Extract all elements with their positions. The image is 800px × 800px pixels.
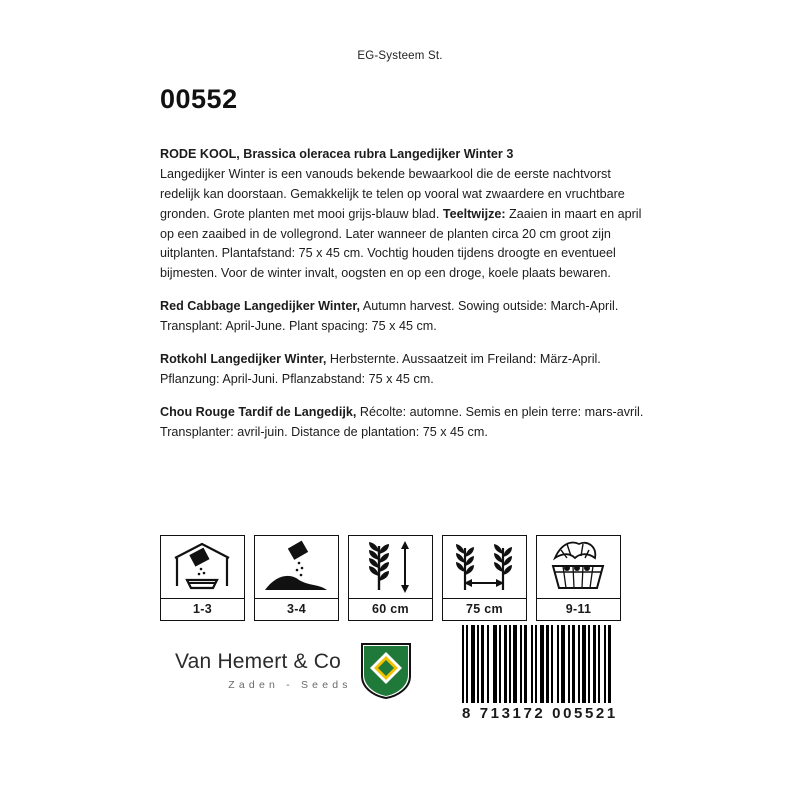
icon-cell-plant-height bbox=[348, 535, 433, 621]
product-code: 00552 bbox=[160, 84, 238, 114]
body-nl-bold: Teeltwijze: bbox=[442, 206, 506, 221]
description-block-nl bbox=[160, 145, 650, 284]
description-block-fr bbox=[160, 403, 650, 443]
title-nl-rest: Brassica oleracea rubra Langedijker Winter 3 bbox=[239, 147, 514, 161]
brand-tagline: Zaden - Seeds bbox=[228, 679, 352, 691]
title-nl: RODE KOOL, bbox=[160, 147, 240, 161]
plant-height-icon bbox=[349, 536, 432, 598]
company-logo-icon bbox=[360, 642, 412, 705]
body-nl-post: Zaaien in maart en april op een zaaibed in de vollegrond. Later wanneer de planten circa 20 cm groot zijn uitplanten. Plantafstand: 75 x 45 cm. Vochtig houden tijdens droogte en eventueel bijmesten. Voor de winter invalt, oogsten en op een droge, koele plaats bewaren. bbox=[160, 206, 642, 281]
description-block-de bbox=[160, 350, 650, 390]
body-fr: Récolte: automne. Semis en plein terre: mars-avril. Transplanter: avril-juin. Distance de plantation: 75 x 45 cm. bbox=[160, 404, 644, 439]
body-nl-pre: Langedijker Winter is een vanouds bekende bewaarkool die de eerste nachtvorst redelijk kan doorstaan. Gemakkelijk te telen op vooral wat zwaardere en vruchtbare gronden. Grote planten met mooi grijs-blauw blad. bbox=[160, 166, 625, 221]
icon-cell-harvest bbox=[536, 535, 621, 621]
icon-cell-sow-indoors bbox=[160, 535, 245, 621]
body-de: Herbsternte. Aussaatzeit im Freiland: März-April. Pflanzung: April-Juni. Pflanzabstand: 75 x 45 cm. bbox=[160, 352, 601, 386]
barcode-number: 8 713172 005521 bbox=[462, 705, 618, 722]
barcode-bars bbox=[462, 625, 642, 703]
barcode bbox=[462, 625, 642, 722]
icon-cell-sow-outdoors bbox=[254, 535, 339, 621]
title-fr: Chou Rouge Tardif de Langedijk, bbox=[160, 404, 357, 419]
icon-label-plant-height: 60 cm bbox=[349, 598, 432, 620]
icon-cell-plant-spacing bbox=[442, 535, 527, 621]
sow-indoors-tray-icon bbox=[161, 536, 244, 598]
harvest-basket-icon bbox=[537, 536, 620, 598]
title-en: Red Cabbage Langedijker Winter, bbox=[160, 299, 361, 314]
growing-instruction-icons bbox=[160, 535, 621, 621]
icon-label-sow-outdoors: 3-4 bbox=[255, 598, 338, 620]
icon-label-plant-spacing: 75 cm bbox=[443, 598, 526, 620]
description-block-en bbox=[160, 297, 650, 337]
icon-label-sow-indoors: 1-3 bbox=[161, 598, 244, 620]
description-column bbox=[160, 145, 650, 456]
icon-label-harvest: 9-11 bbox=[537, 598, 620, 620]
header-note: EG-Systeem St. bbox=[357, 50, 443, 62]
brand-name: Van Hemert & Co bbox=[175, 650, 342, 673]
sow-outdoors-soil-icon bbox=[255, 536, 338, 598]
title-de: Rotkohl Langedijker Winter, bbox=[160, 352, 327, 367]
body-en: Autumn harvest. Sowing outside: March-April. Transplant: April-June. Plant spacing: 75 x 45 cm. bbox=[160, 299, 619, 334]
plant-spacing-icon bbox=[443, 536, 526, 598]
